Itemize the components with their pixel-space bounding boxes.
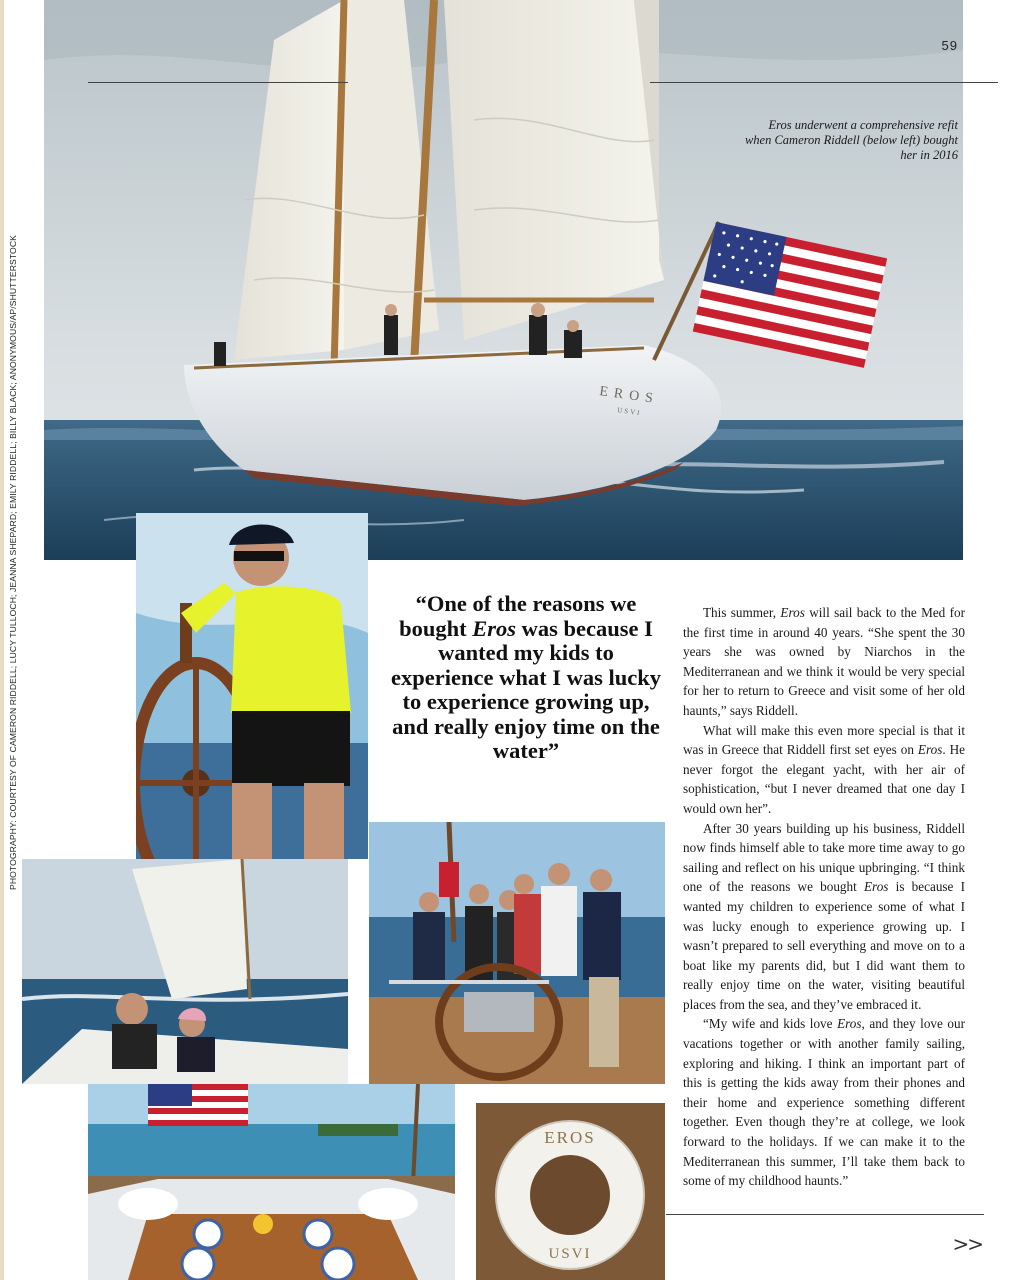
- p2-text-b: . He never forgot the elegant yacht, with her air of sophistication, “but I never dreamed that one day I would own her”.: [683, 742, 965, 816]
- body-text: [683, 603, 965, 1191]
- p4-yacht: Eros: [837, 1016, 862, 1032]
- caption-text: underwent a comprehensive refit when Cameron Riddell (below left) bought her in 2016: [744, 118, 958, 162]
- p2-text-a: What will make this even more special is that it was in Greece that Riddell first set eyes on: [683, 722, 965, 758]
- paragraph-1: [683, 603, 965, 721]
- stern-port: USVI: [616, 406, 642, 418]
- header-rule-right: [650, 82, 998, 83]
- lifebuoy-bottom-text: USVI: [548, 1246, 592, 1262]
- p1-yacht: Eros: [780, 605, 805, 620]
- p3-text-b: is because I wanted my children to experience some of what I was lucky enough to experience growing up. I wasn’t prepared to sell everything and move on to a boat like my parents did, but I did want them to really enjoy time on the water, visiting beautiful places from the sea, and they’ve embraced it.: [683, 879, 966, 1012]
- paragraph-2: [683, 721, 965, 819]
- pull-quote-a: “One of the reasons we bought: [399, 591, 637, 641]
- photo-credit: [8, 235, 30, 900]
- pull-quote-b: was because I wanted my kids to experience what I was lucky to experience growing up, and really enjoy time on the water”: [391, 615, 661, 763]
- hero-caption: [740, 118, 958, 163]
- p4-text-a: “My wife and kids love: [703, 1016, 838, 1032]
- p2-yacht: Eros: [917, 742, 943, 758]
- header-rule-left: [88, 82, 348, 83]
- paragraph-4: [683, 1014, 965, 1190]
- caption-yacht-name: Eros: [768, 118, 792, 132]
- photo-riddell-at-wheel: [136, 513, 368, 859]
- photo-credit-text: PHOTOGRAPHY: COURTESY OF CAMERON RIDDELL; LUCY TULLOCH; JEANNA SHEPARD; EMILY RIDDELL; BILLY BLACK; ANONYMOUS/AP/SHUTTERSTOCK: [8, 235, 18, 890]
- hero-photo-schooner: [44, 0, 963, 560]
- p4-text-b: , and they love our vacations together or with another family sailing, exploring and hiking. I think an important part of this is getting the kids away from their phones and their home and experience something different together. Even though they’re at college, we look forward to the holidays. If we can make it to the Mediterranean this summer, I’ll take them back to some of my childhood haunts.”: [683, 1016, 965, 1189]
- p3-text-a: After 30 years building up his business, Riddell now finds himself able to take more time away to go sailing and reflect on his unique upbringing. “I think one of the reasons we bought: [683, 820, 965, 895]
- continue-marker: >>: [952, 1232, 982, 1256]
- photo-couple-on-tender: [22, 859, 348, 1084]
- page-number: 59: [941, 38, 958, 53]
- p1-text-a: This summer,: [703, 605, 781, 620]
- lifebuoy-top-text: EROS: [544, 1128, 596, 1147]
- gutter-edge: [0, 0, 4, 1280]
- p1-text-b: will sail back to the Med for the first time in around 40 years. “She spent the 30 years she was owned by Niarchos in the Mediterranean and we think it would be very special for her to return to Greece and visit some of her old haunts,” says Riddell.: [683, 605, 966, 718]
- pull-quote: [388, 592, 664, 764]
- photo-family-on-deck: [369, 822, 665, 1084]
- photo-deck-dining: [88, 1084, 455, 1280]
- pull-quote-yacht: Eros: [472, 615, 517, 641]
- photo-lifebuoy: [476, 1103, 665, 1280]
- paragraph-3: [683, 819, 965, 1015]
- stern-name: EROS: [598, 384, 660, 408]
- footer-rule: [666, 1214, 984, 1215]
- p3-yacht: Eros: [864, 879, 889, 895]
